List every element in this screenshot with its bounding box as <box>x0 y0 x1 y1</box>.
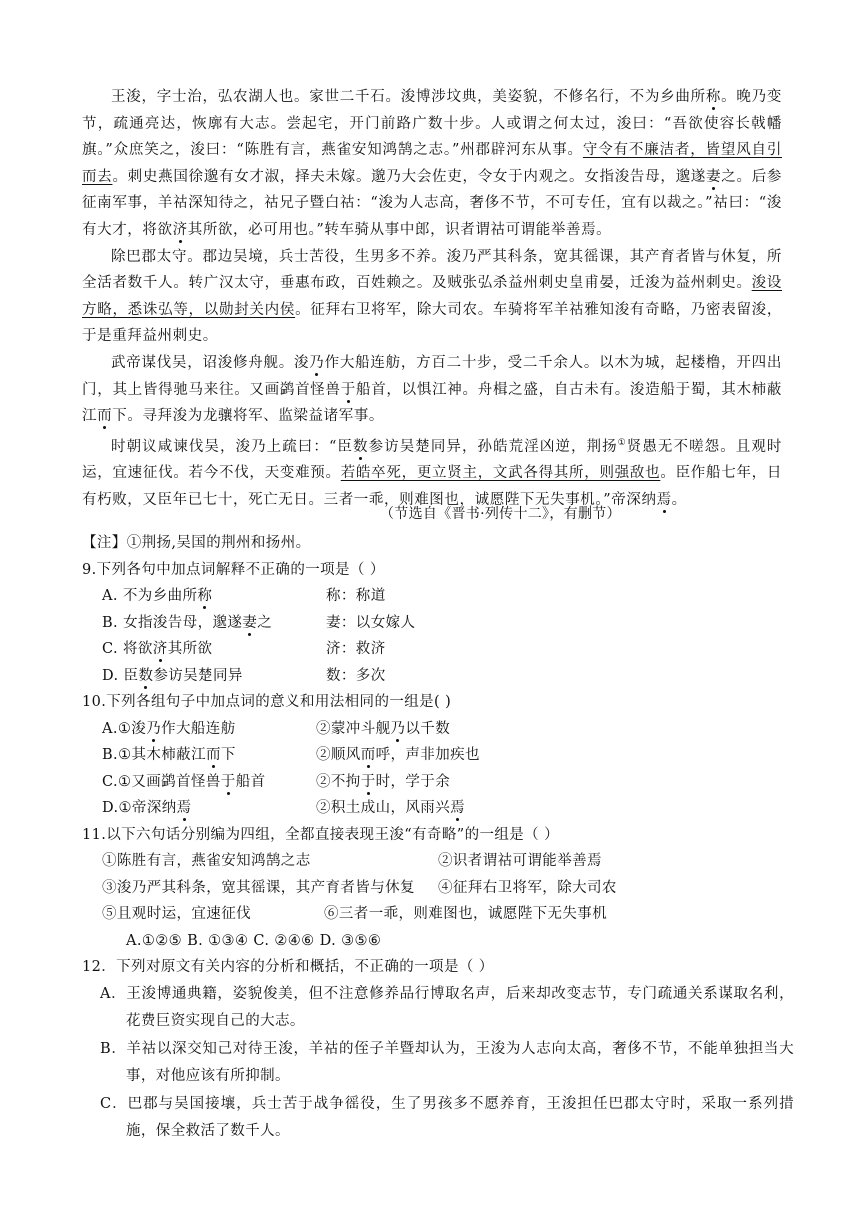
option-text: 其所欲 <box>167 641 213 657</box>
text-run: 。晚乃变节，疏通亮达，恢廓有大志。尝起宅，开门前路广数十步。人或谓之何太过，浚曰：“吾欲使容长戟幡旗。”众庶笑之，浚曰：“陈胜有言，燕雀安知鸿鹄之志。”州郡辟河东从事。 <box>82 89 782 159</box>
question-9-stem: 9.下列各句中加点词解释不正确的一项是（ ） <box>82 561 385 578</box>
option-text: ②顺风 <box>316 747 361 763</box>
dotted-word: 称 <box>705 89 722 105</box>
text-run: 。刺史燕国徐邈有女才淑，择夫未嫁。邈乃大会佐吏，令女于内观之。女指浚告母，邈遂 <box>112 168 707 185</box>
question-10-option-d[interactable] <box>82 795 794 822</box>
question-12-option-a[interactable]: A．王浚博通典籍，姿貌俊美，但不注意修养品行博取名声，后来却改变志节，专门疏通关系谋取名利，花费巨资实现自己的大志。 <box>100 985 794 1029</box>
option-text: 参访吴楚同异 <box>153 667 243 684</box>
text-run: 作大船连舫，方百二十步，受二千余人。以木为城，起楼橹，开四出门，其上皆得驰马来往。又画鹢首怪兽 <box>82 354 782 398</box>
reading-passage <box>82 84 782 513</box>
passage-paragraph-1 <box>82 84 782 244</box>
dotted-word: 焉 <box>450 800 466 816</box>
option-gloss: 济：救济 <box>326 641 386 657</box>
dotted-word: 妻 <box>242 614 258 631</box>
text-run: 贤愚无不嗟怨。且观时运，宜速征伐。若今不伐，天变难预。 <box>82 438 783 482</box>
footnote <box>82 530 794 557</box>
question-9-option-b[interactable] <box>82 610 794 637</box>
option-text: 呼，声非加疾也 <box>375 747 480 763</box>
question-11-items-row-1 <box>82 848 794 875</box>
dotted-word: 妻 <box>706 168 722 185</box>
statement-item: ③浚乃严其科条，宽其徭课，其产育者皆与休复 <box>102 879 415 896</box>
text-run: 参访吴楚同异，孙皓荒淫凶逆，荆扬 <box>368 438 618 455</box>
text-run: 下。寻拜浚为龙骧将军、监梁益诸军事。 <box>112 408 385 425</box>
option-text: 下 <box>220 747 236 763</box>
statement-item: ④征拜右卫将军，除大司农 <box>438 879 617 896</box>
question-9-option-d[interactable] <box>82 663 794 690</box>
option-gloss: 数：多次 <box>326 667 386 684</box>
dotted-word: 乃 <box>146 720 162 737</box>
dotted-word: 而 <box>205 747 221 763</box>
option-gloss: 称：称道 <box>326 588 386 604</box>
dotted-word: 乃 <box>390 720 406 737</box>
dotted-word: 于 <box>360 773 376 790</box>
option-text: ②蒙冲斗舰 <box>316 720 391 737</box>
question-11-choices[interactable] <box>82 928 794 955</box>
option-text: D.①帝深纳 <box>102 800 177 816</box>
passage-paragraph-2 <box>82 244 782 350</box>
statement-item: ⑤且观时运，宜速征伐 <box>102 906 251 922</box>
option-text: 以千数 <box>405 720 451 737</box>
question-10-option-b[interactable] <box>82 742 794 769</box>
footnote-marker: ① <box>617 437 627 448</box>
option-text: 时，学于余 <box>375 773 451 790</box>
text-run: 除巴郡太守。郡边吴境，兵士苦役，生男多不养。浚乃严其科条，宽其徭课，其产育者皆与休复，所全活者数千人。转广汉太守，垂惠布政，百姓赖之。及贼张弘杀益州刺史皇甫晏，迁浚为益州刺史。 <box>82 248 782 292</box>
option-text: 之 <box>257 614 273 631</box>
question-9-option-a[interactable] <box>82 583 794 610</box>
underlined-sentence: 守令有不廉洁者，皆望风自引而去 <box>82 142 782 185</box>
question-10-stem: 10.下列各组句子中加点词的意义和用法相同的一组是( ) <box>82 694 452 710</box>
question-11-stem: 11.以下六句话分别编为四组，全都直接表现王浚“有奇略”的一组是（ ） <box>82 826 559 843</box>
dotted-word: 济 <box>152 641 168 657</box>
dotted-word: 而 <box>97 408 113 425</box>
dotted-word: 而 <box>360 747 376 763</box>
option-text: C. 将欲 <box>102 641 153 657</box>
statement-item: ②识者谓祜可谓能举善焉 <box>438 853 602 869</box>
text-run: 。征拜右卫将军，除大司农。车骑将军羊祜雅知浚有奇略，乃密表留浚，于是重拜益州刺史。 <box>82 301 782 345</box>
question-11-items-row-2 <box>82 875 794 902</box>
option-text: ②积土成山，风雨兴 <box>316 800 451 816</box>
dotted-word: 济 <box>172 221 188 238</box>
dotted-word: 乃 <box>309 354 325 371</box>
option-text: A. 不为乡曲所 <box>102 588 198 604</box>
text-run: 其所欲，必可用也。”转车骑从事中郎，识者谓祜可谓能举善焉。 <box>187 221 612 238</box>
option-text: ②不拘 <box>316 773 361 790</box>
text-run: 。 <box>671 491 687 508</box>
question-12-stem: 12．下列对原文有关内容的分析和概括，不正确的一项是（ ） <box>82 959 494 975</box>
dotted-word: 于 <box>340 381 356 398</box>
dotted-word: 焉 <box>656 491 672 508</box>
option-text: B.①其木柿蔽江 <box>102 747 206 763</box>
question-12-option-b[interactable]: B．羊祜以深交知己对待王浚，羊祜的侄子羊暨却认为，王浚为人志向太高，奢侈不节，不能单独担当大事，对他应该有所抑制。 <box>100 1040 794 1084</box>
text-run: 船首，以惧江神。舟楫之盛，自古未有。浚造船于蜀，其木柿蔽江 <box>82 381 782 425</box>
text-run: 武帝谋伐吴，诏浚修舟舰。浚 <box>111 354 310 371</box>
question-9-option-c[interactable] <box>82 636 794 663</box>
note-label: 【注】 <box>82 535 127 551</box>
option-text: C.①又画鹢首怪兽 <box>102 773 221 790</box>
underlined-sentence: 若皓卒死，更立贤主，文武各得其所，则强敌也 <box>340 465 661 482</box>
question-10-option-a[interactable] <box>82 716 794 743</box>
option-text: A.①浚 <box>102 720 147 737</box>
dotted-word: 焉 <box>176 800 192 816</box>
questions-section <box>82 530 794 1146</box>
answer-choices: A.①②⑤ B. ①③④ C. ②④⑥ D. ③⑤⑥ <box>126 932 382 949</box>
passage-paragraph-3 <box>82 350 782 430</box>
option-text: 作大船连舫 <box>161 720 236 737</box>
note-text: ①荆扬,吴国的荆州和扬州。 <box>126 535 311 551</box>
dotted-word: 数 <box>138 667 154 684</box>
option-gloss: 妻：以女嫁人 <box>326 614 416 631</box>
underlined-sentence: 浚设方略，悉诛弘等，以勋封关内侯 <box>82 275 782 318</box>
text-run: 。臣作船七年，日有朽败，又臣年已七十，死亡无日。三者一乖，则难图也，诚愿陛下无失事机。”帝深纳 <box>82 465 782 508</box>
question-10-option-c[interactable] <box>82 769 794 796</box>
statement-item: ①陈胜有言，燕雀安知鸿鹄之志 <box>102 853 311 869</box>
source-citation: （节选自《晋书·列传十二》，有删节） <box>380 506 621 522</box>
statement-item: ⑥三者一乖，则难图也，诚愿陛下无失事机 <box>324 906 608 922</box>
dotted-word: 称 <box>197 588 213 604</box>
option-text: 船首 <box>235 773 266 790</box>
option-text: D. 臣 <box>102 667 139 684</box>
text-run: 时朝议咸谏伐吴，浚乃上疏曰：“臣 <box>111 438 353 455</box>
dotted-word: 数 <box>353 438 369 455</box>
dotted-word: 于 <box>220 773 236 790</box>
text-run: 之。后参征南军事，羊祜深知待之，祜兄子暨白祜：“浚为人志高，奢侈不节，不可专任，宜有以裁之。”祜曰：“浚有大才，将欲 <box>82 168 783 238</box>
passage-paragraph-4 <box>82 430 782 514</box>
option-text: B. 女指浚告母，邈遂 <box>102 614 243 631</box>
text-run: 王浚，字士治，弘农湖人也。家世二千石。浚博涉坟典，美姿貌，不修名行，不为乡曲所 <box>111 89 706 105</box>
question-12-option-c[interactable]: C．巴郡与吴国接壤，兵士苦于战争徭役，生了男孩多不愿养育，王浚担任巴郡太守时，采取一系列措施，保全救活了数千人。 <box>100 1095 794 1139</box>
question-11-items-row-3 <box>82 901 794 928</box>
